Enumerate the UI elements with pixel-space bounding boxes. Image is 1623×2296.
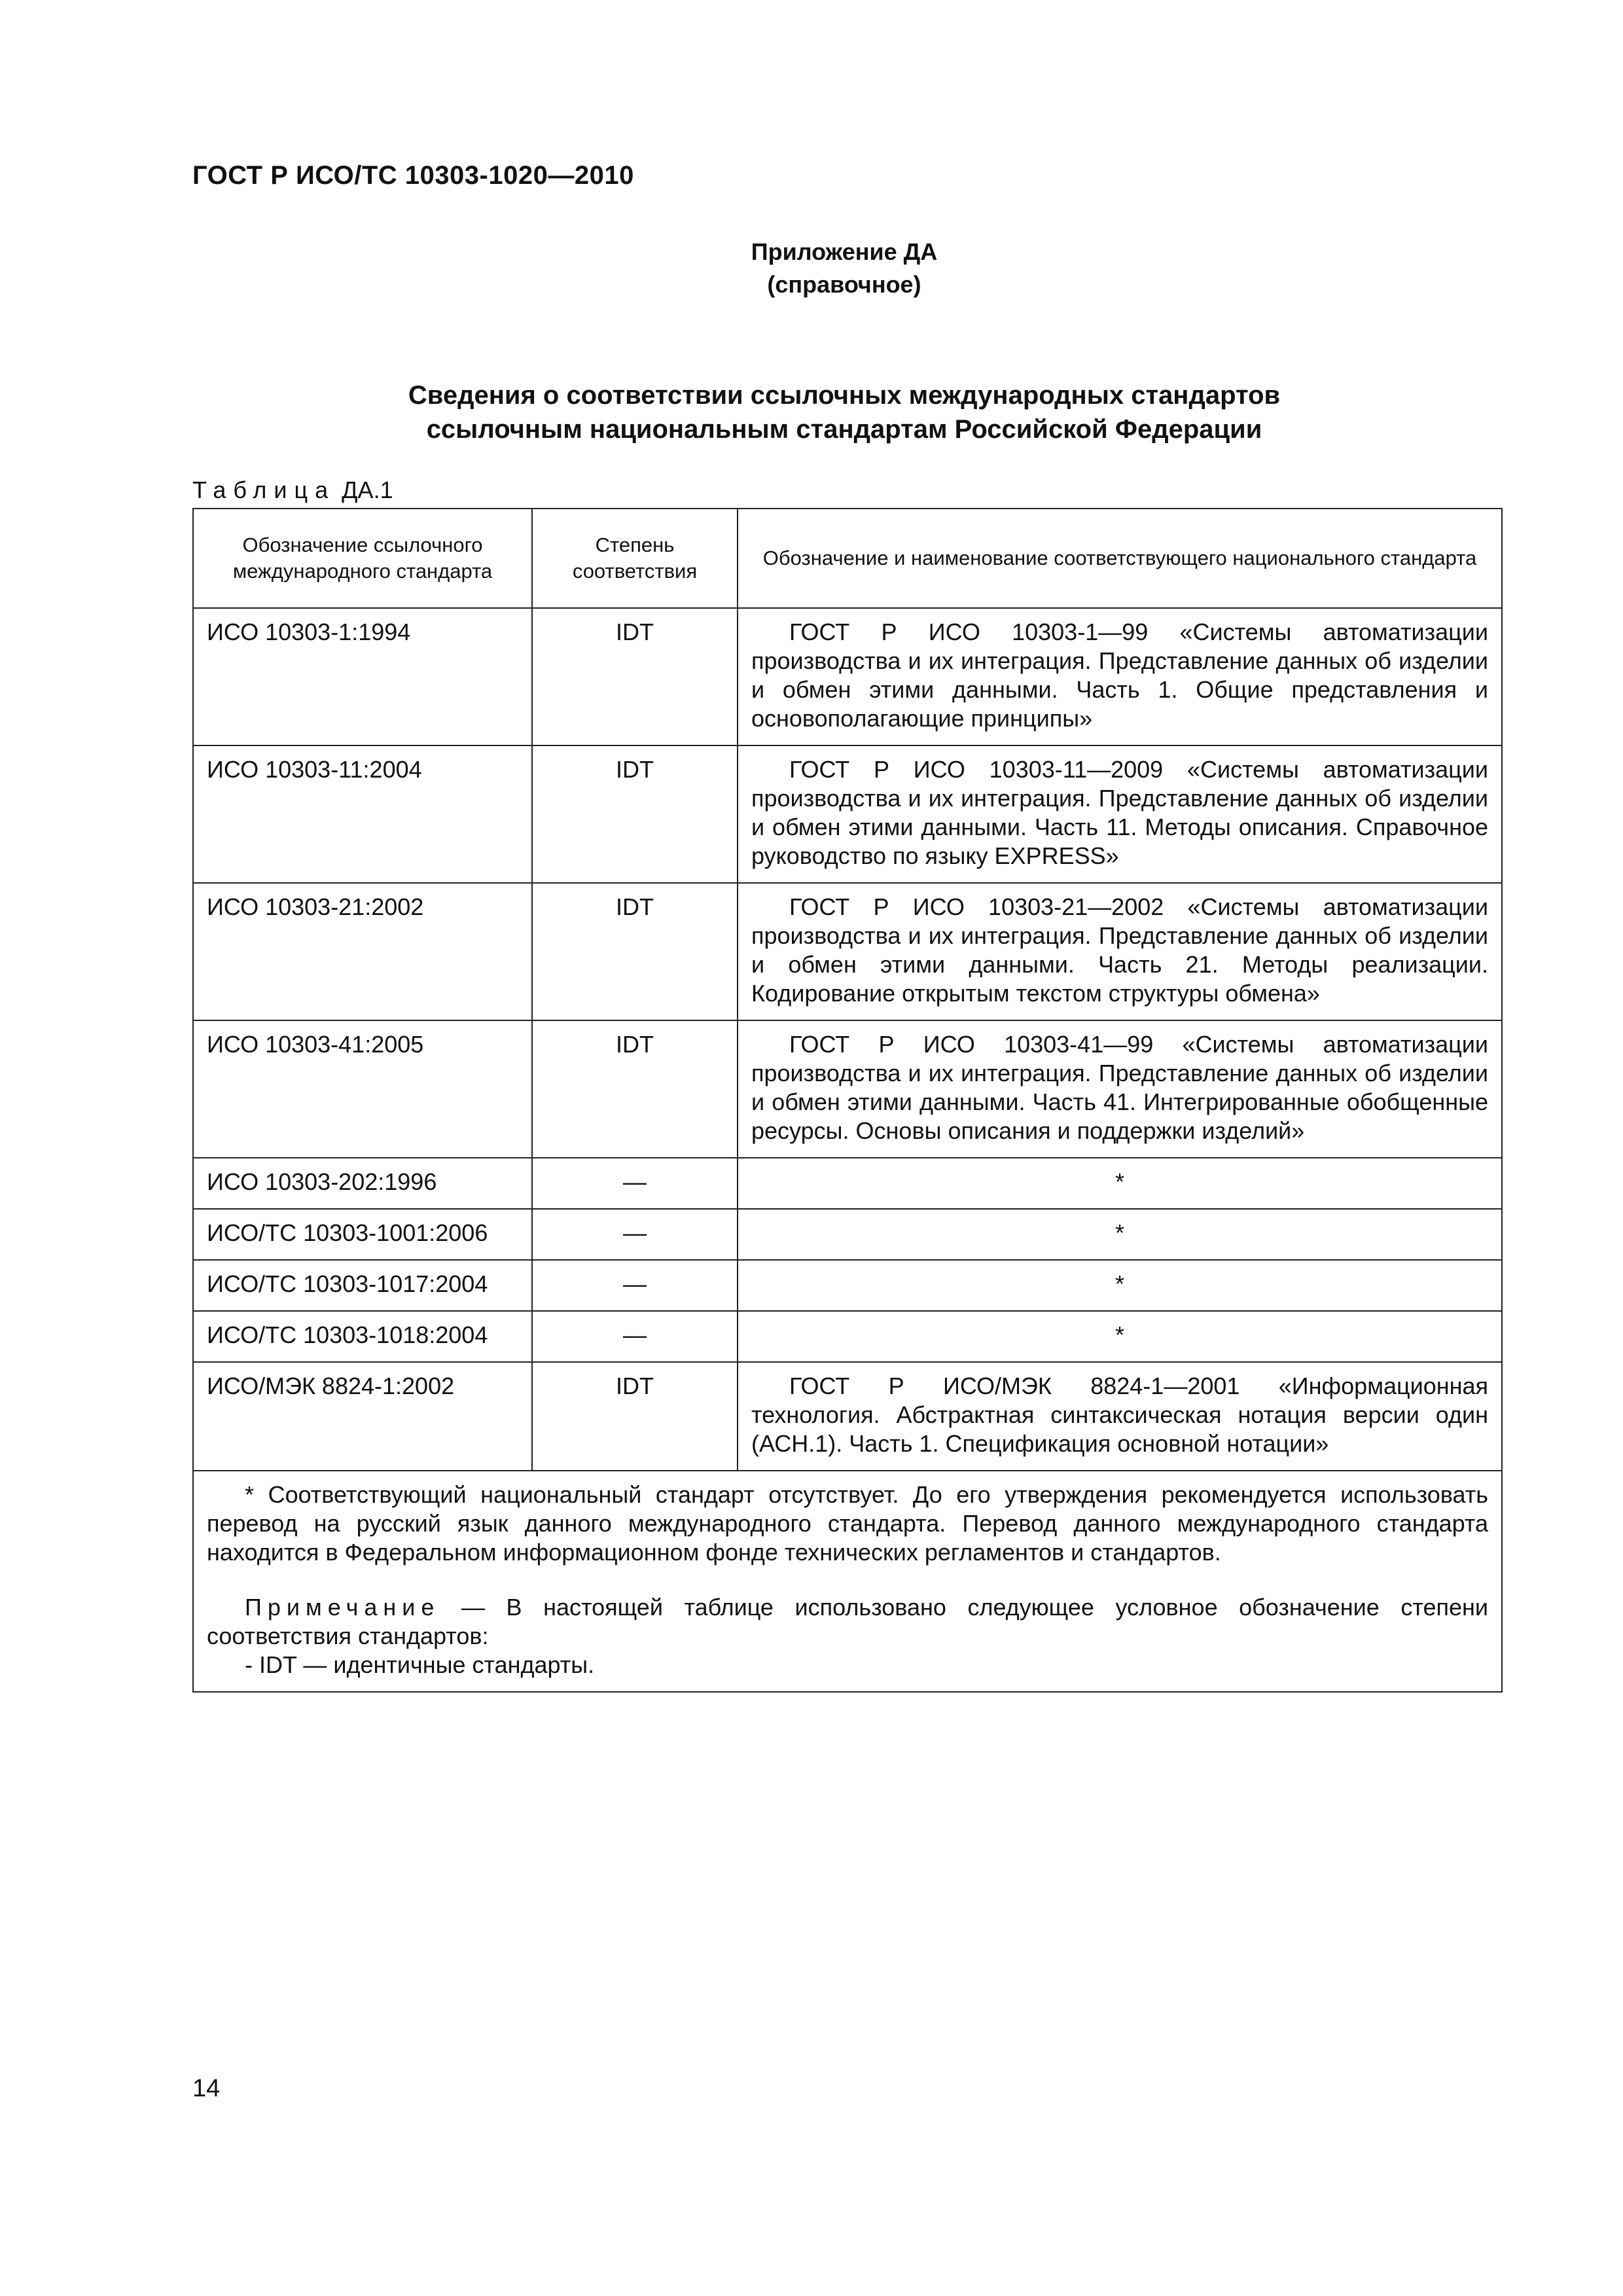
table-row [193,1362,1502,1471]
intl-standard-cell: ИСО 10303-21:2002 [193,883,532,1020]
intl-standard-cell: ИСО/МЭК 8824-1:2002 [193,1362,532,1471]
table-label [192,476,393,504]
national-standard-cell: * [738,1158,1502,1209]
document-code: ГОСТ Р ИСО/ТС 10303-1020—2010 [192,161,634,190]
degree-cell: IDT [532,883,738,1020]
table-row [193,745,1502,883]
note-text: — В настоящей таблице использовано следующее условное обозначение степени соответствия стандартов: [207,1594,1488,1649]
table-row [193,608,1502,745]
intl-standard-cell: ИСО/ТС 10303-1017:2004 [193,1260,532,1311]
table-row [193,1020,1502,1158]
national-standard-cell: * [738,1311,1502,1362]
intl-standard-cell: ИСО/ТС 10303-1018:2004 [193,1311,532,1362]
intl-standard-cell: ИСО/ТС 10303-1001:2006 [193,1209,532,1260]
table-row [193,1260,1502,1311]
degree-cell: — [532,1209,738,1260]
appendix-title: Приложение ДА [751,238,938,265]
header-national-standard: Обозначение и наименование соответствующего национального стандарта [738,509,1502,608]
table-footer-row [193,1471,1502,1692]
note-label: Примечание [245,1594,440,1621]
degree-cell: — [532,1260,738,1311]
appendix-heading [0,236,1623,301]
section-title [0,378,1623,446]
intl-standard-cell: ИСО 10303-41:2005 [193,1020,532,1158]
table-label-word: Таблица [192,476,336,503]
intl-standard-cell: ИСО 10303-1:1994 [193,608,532,745]
degree-cell: IDT [532,1020,738,1158]
intl-standard-cell: ИСО 10303-202:1996 [193,1158,532,1209]
national-standard-cell: ГОСТ Р ИСО/МЭК 8824-1—2001 «Информационная технология. Абстрактная синтаксическая нотация версии один (АСН.1). Часть 1. Спецификация основной нотации» [738,1362,1502,1471]
note-legend: - IDT — идентичные стандарты. [245,1651,595,1678]
national-standard-cell: * [738,1209,1502,1260]
table-label-id: ДА.1 [342,476,393,503]
table-row [193,1158,1502,1209]
table-row [193,1311,1502,1362]
appendix-subtitle: (справочное) [767,271,921,298]
header-intl-standard: Обозначение ссылочного международного стандарта [193,509,532,608]
note [207,1593,1488,1651]
degree-cell: — [532,1158,738,1209]
intl-standard-cell: ИСО 10303-11:2004 [193,745,532,883]
table-body [193,608,1502,1471]
degree-cell: IDT [532,1362,738,1471]
page-number: 14 [192,2075,221,2102]
footnote: * Соответствующий национальный стандарт отсутствует. До его утверждения рекомендуется использовать перевод на русский язык данного международного стандарта. Перевод данного международного стандарта находится в Федеральном информационном фонде технических регламентов и стандартов. [207,1481,1488,1566]
table-header-row [193,509,1502,608]
table-row [193,1209,1502,1260]
national-standard-cell: ГОСТ Р ИСО 10303-21—2002 «Системы автоматизации производства и их интеграция. Представление данных об изделии и обмен этими данными. Часть 21. Методы реализации. Кодирование открытым текстом структуры обмена» [738,883,1502,1020]
degree-cell: IDT [532,608,738,745]
table-notes [193,1471,1502,1692]
national-standard-cell: ГОСТ Р ИСО 10303-41—99 «Системы автоматизации производства и их интеграция. Представление данных об изделии и обмен этими данными. Часть 41. Интегрированные обобщенные ресурсы. Основы описания и поддержки изделий» [738,1020,1502,1158]
reference-table [192,508,1503,1693]
degree-cell: — [532,1311,738,1362]
degree-cell: IDT [532,745,738,883]
header-degree: Степень соответствия [532,509,738,608]
table-row [193,883,1502,1020]
national-standard-cell: * [738,1260,1502,1311]
section-title-line1: Сведения о соответствии ссылочных международных стандартов [408,381,1281,410]
section-title-line2: ссылочным национальным стандартам Российской Федерации [426,415,1262,444]
national-standard-cell: ГОСТ Р ИСО 10303-1—99 «Системы автоматизации производства и их интеграция. Представление данных об изделии и обмен этими данными. Часть 1. Общие представления и основополагающие принципы» [738,608,1502,745]
national-standard-cell: ГОСТ Р ИСО 10303-11—2009 «Системы автоматизации производства и их интеграция. Представление данных об изделии и обмен этими данными. Часть 11. Методы описания. Справочное руководство по языку EXPRESS» [738,745,1502,883]
